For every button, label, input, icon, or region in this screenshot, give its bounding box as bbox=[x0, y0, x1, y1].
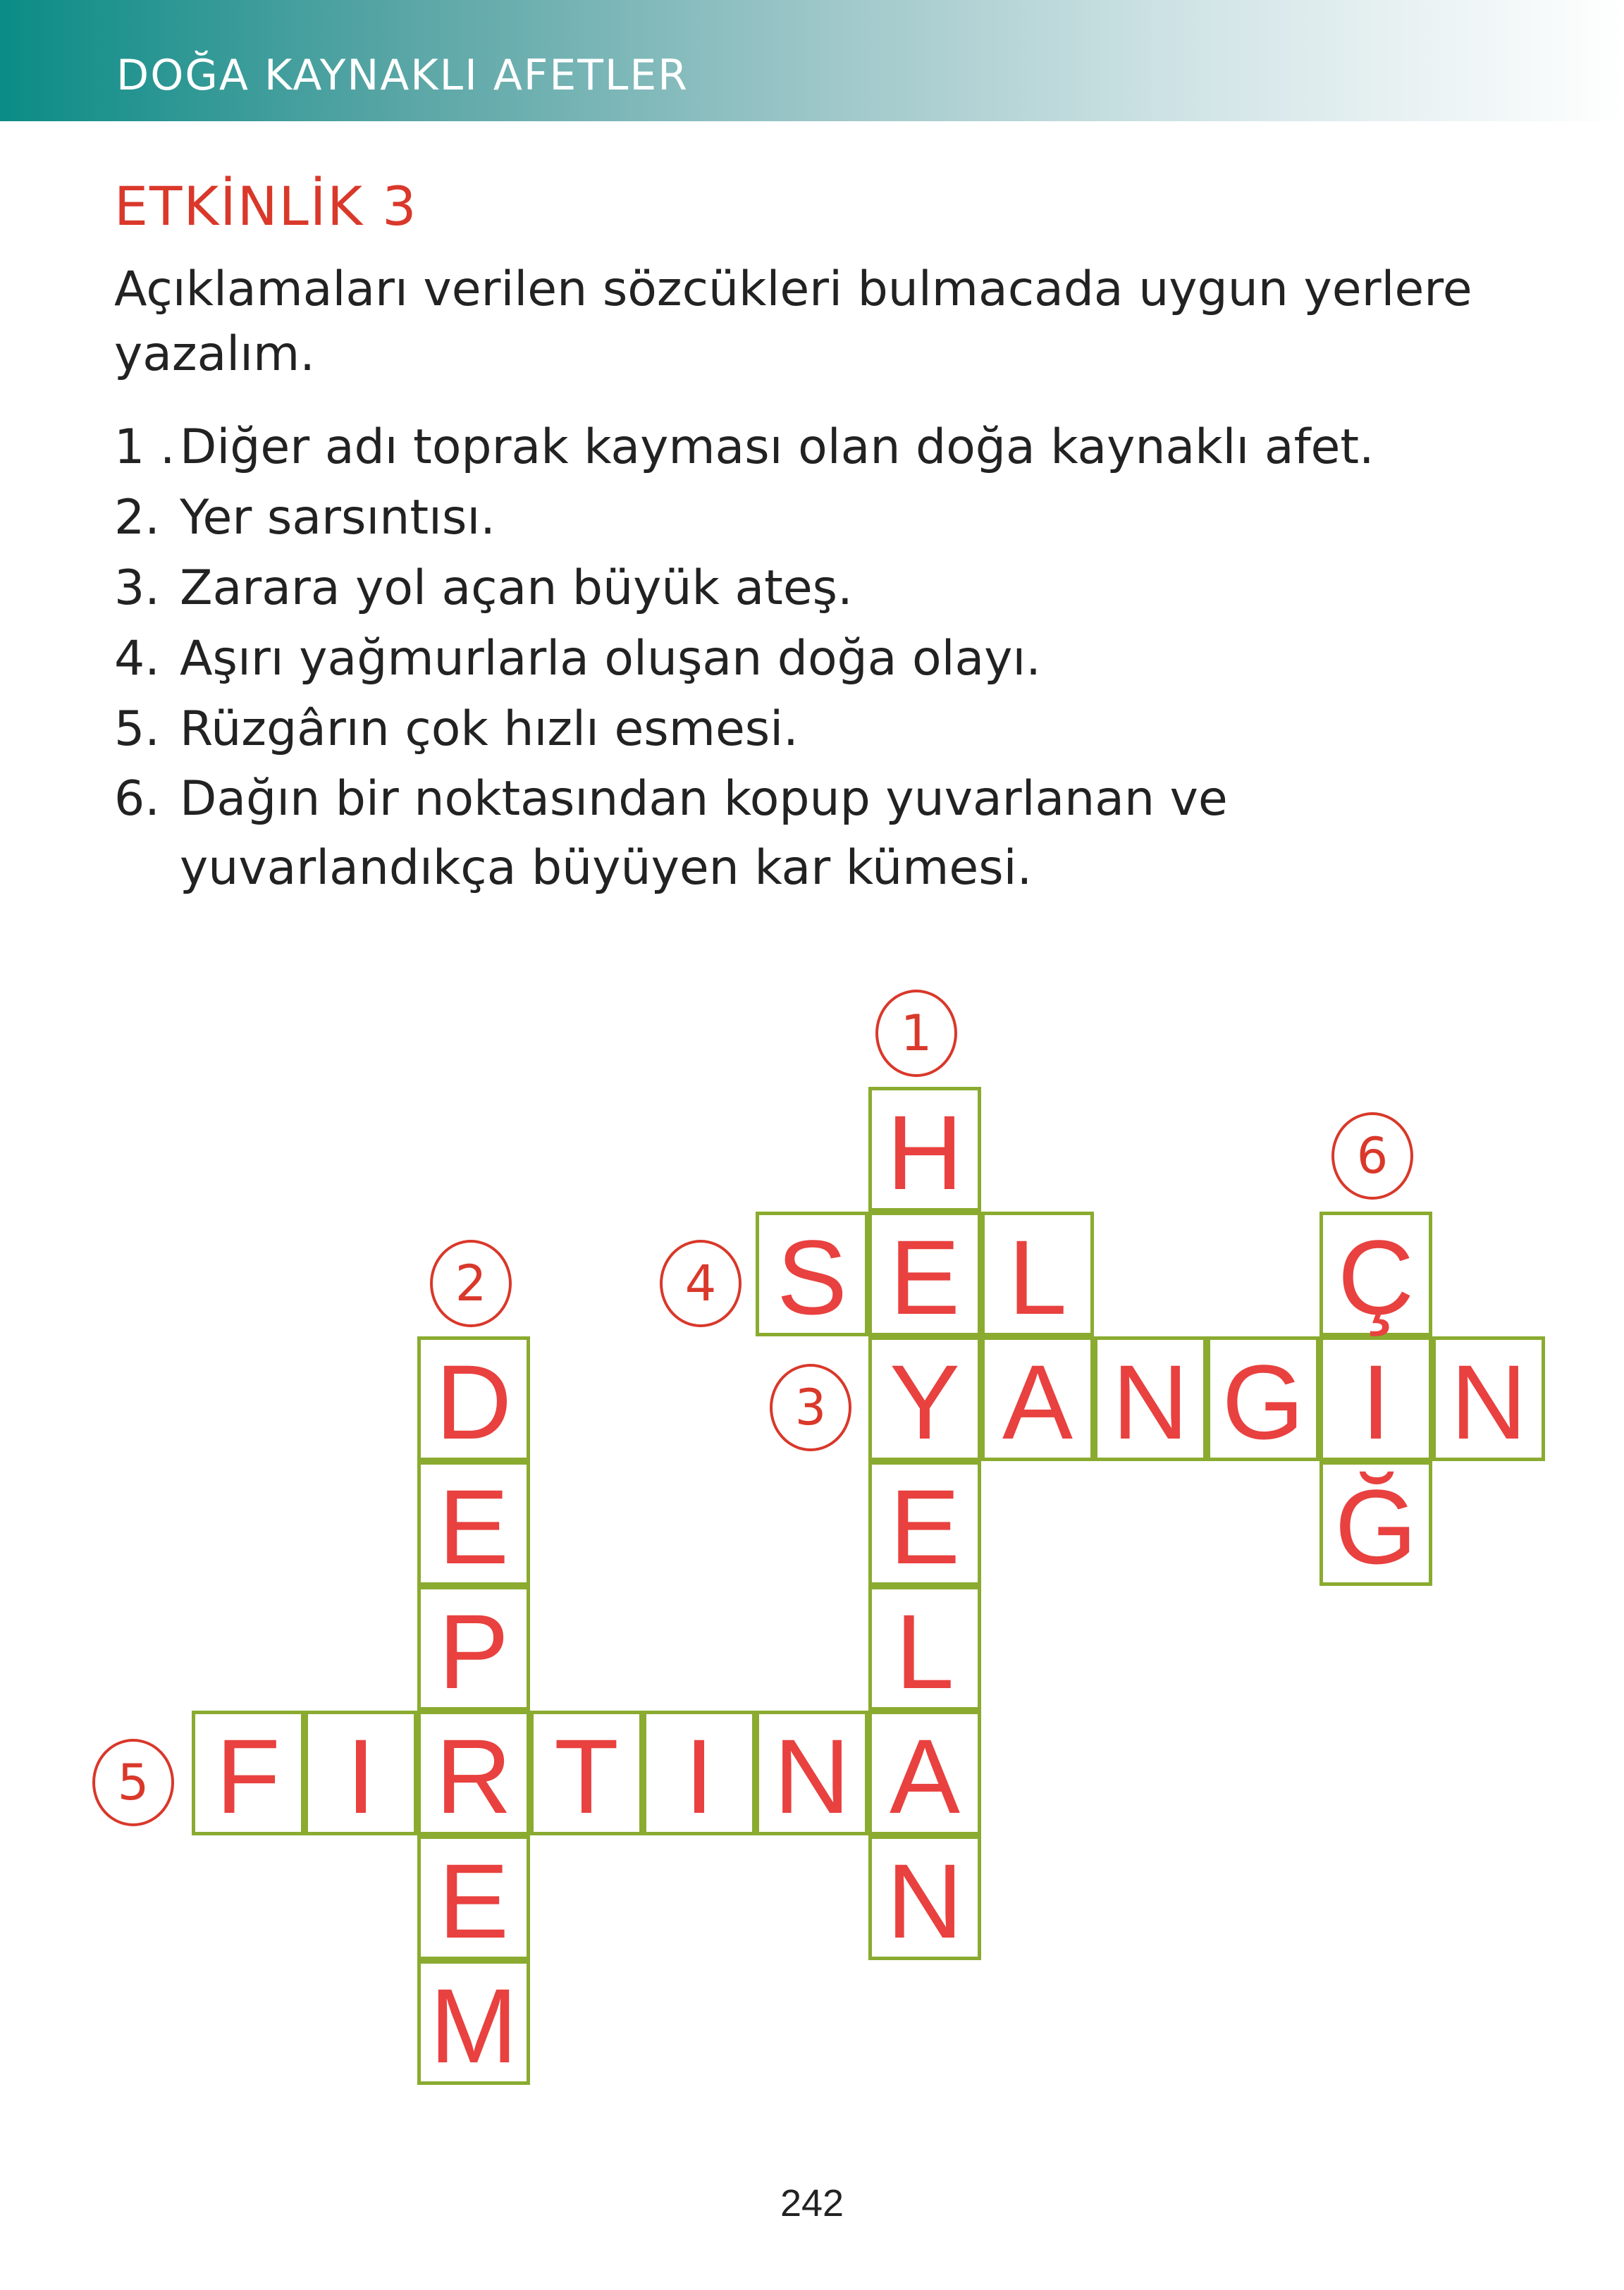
crossword-cell[interactable] bbox=[1320, 1212, 1432, 1336]
crossword-cell[interactable] bbox=[868, 1087, 981, 1212]
clue-number-marker: 5 bbox=[92, 1739, 174, 1826]
clue-text: Diğer adı toprak kayması olan doğa kaynaklı afet. bbox=[180, 419, 1374, 475]
clue-number: 2. bbox=[114, 490, 160, 546]
cell-letter: Ğ bbox=[1334, 1467, 1417, 1586]
cell-letter: F bbox=[216, 1717, 281, 1835]
activity-instruction: Açıklamaları verilen sözcükleri bulmacada uygun yerlere yazalım. bbox=[114, 261, 1472, 382]
cell-letter: A bbox=[1002, 1343, 1074, 1461]
cell-letter: M bbox=[429, 1966, 518, 2085]
cell-letter: E bbox=[438, 1842, 510, 1960]
cell-letter: E bbox=[889, 1467, 961, 1586]
cell-letter: N bbox=[1112, 1343, 1189, 1461]
crossword-cell[interactable] bbox=[417, 1461, 530, 1586]
cell-letter: E bbox=[889, 1218, 961, 1336]
crossword-cell[interactable] bbox=[981, 1336, 1094, 1461]
crossword-cell[interactable] bbox=[1094, 1336, 1207, 1461]
clue-number-marker: 3 bbox=[770, 1364, 851, 1451]
clue-text: Dağın bir noktasından kopup yuvarlanan ve yuvarlandıkça büyüyen kar kümesi. bbox=[180, 771, 1228, 896]
crossword-cell[interactable] bbox=[868, 1586, 981, 1711]
cell-letter: N bbox=[886, 1842, 964, 1960]
crossword-cell[interactable] bbox=[756, 1711, 868, 1835]
clue-number: 5. bbox=[114, 701, 160, 757]
crossword-cell[interactable] bbox=[868, 1212, 981, 1336]
clue-item bbox=[114, 694, 1559, 765]
cell-letter: T bbox=[554, 1717, 619, 1835]
clue-number: 4. bbox=[114, 631, 160, 687]
page-number: 242 bbox=[780, 2182, 844, 2224]
clue-item bbox=[114, 624, 1559, 694]
cell-letter: Y bbox=[889, 1343, 961, 1461]
clue-number-marker: 4 bbox=[660, 1240, 742, 1327]
cell-letter: R bbox=[435, 1717, 512, 1835]
clue-item bbox=[114, 765, 1559, 903]
clue-number-marker: 1 bbox=[875, 990, 957, 1077]
clue-item bbox=[114, 483, 1559, 553]
cell-letter: I bbox=[346, 1717, 376, 1835]
cell-letter: N bbox=[773, 1717, 851, 1835]
clue-text: Rüzgârın çok hızlı esmesi. bbox=[180, 701, 799, 757]
cell-letter: I bbox=[1361, 1343, 1391, 1461]
crossword-cell[interactable] bbox=[1320, 1336, 1432, 1461]
clue-number: 6. bbox=[114, 771, 160, 827]
crossword-cell[interactable] bbox=[868, 1711, 981, 1835]
crossword-cell[interactable] bbox=[192, 1711, 304, 1835]
crossword-cell[interactable] bbox=[417, 1835, 530, 1960]
crossword-cell[interactable] bbox=[981, 1212, 1094, 1336]
clue-number: 3. bbox=[114, 560, 160, 616]
crossword-cell[interactable] bbox=[1320, 1461, 1432, 1586]
crossword-cell[interactable] bbox=[868, 1461, 981, 1586]
crossword-cell[interactable] bbox=[1207, 1336, 1320, 1461]
clue-text: Zarara yol açan büyük ateş. bbox=[180, 560, 853, 616]
cell-letter: L bbox=[1008, 1218, 1067, 1336]
clue-text: Yer sarsıntısı. bbox=[180, 490, 496, 546]
clue-number-marker: 6 bbox=[1331, 1112, 1413, 1200]
section-title: DOĞA KAYNAKLI AFETLER bbox=[116, 51, 689, 100]
clue-number-marker: 2 bbox=[430, 1240, 512, 1327]
crossword-cell[interactable] bbox=[417, 1711, 530, 1835]
cell-letter: S bbox=[776, 1218, 848, 1336]
activity-title: ETKİNLİK 3 bbox=[114, 175, 418, 238]
crossword-cell[interactable] bbox=[417, 1586, 530, 1711]
crossword-cell[interactable] bbox=[1432, 1336, 1545, 1461]
crossword-cell[interactable] bbox=[643, 1711, 756, 1835]
cell-letter: P bbox=[438, 1592, 510, 1711]
clue-number: 1 . bbox=[114, 419, 176, 475]
cell-letter: D bbox=[435, 1343, 512, 1461]
clue-item bbox=[114, 553, 1559, 624]
crossword-cell[interactable] bbox=[530, 1711, 643, 1835]
crossword-cell[interactable] bbox=[756, 1212, 868, 1336]
cell-letter: N bbox=[1450, 1343, 1527, 1461]
cell-letter: E bbox=[438, 1467, 510, 1586]
cell-letter: A bbox=[889, 1717, 961, 1835]
cell-letter: L bbox=[895, 1592, 954, 1711]
crossword-cell[interactable] bbox=[868, 1835, 981, 1960]
cell-letter: I bbox=[684, 1717, 714, 1835]
crossword-cell[interactable] bbox=[304, 1711, 417, 1835]
section-header-band bbox=[0, 0, 1624, 121]
clue-item bbox=[114, 412, 1559, 483]
clue-list bbox=[114, 412, 1559, 903]
clue-text: Aşırı yağmurlarla oluşan doğa olayı. bbox=[180, 631, 1041, 687]
crossword-cell[interactable] bbox=[417, 1960, 530, 2085]
cell-letter: H bbox=[886, 1093, 964, 1212]
crossword-cell[interactable] bbox=[417, 1336, 530, 1461]
crossword-cell[interactable] bbox=[868, 1336, 981, 1461]
cell-letter: G bbox=[1222, 1343, 1305, 1461]
cell-letter: Ç bbox=[1337, 1218, 1415, 1336]
